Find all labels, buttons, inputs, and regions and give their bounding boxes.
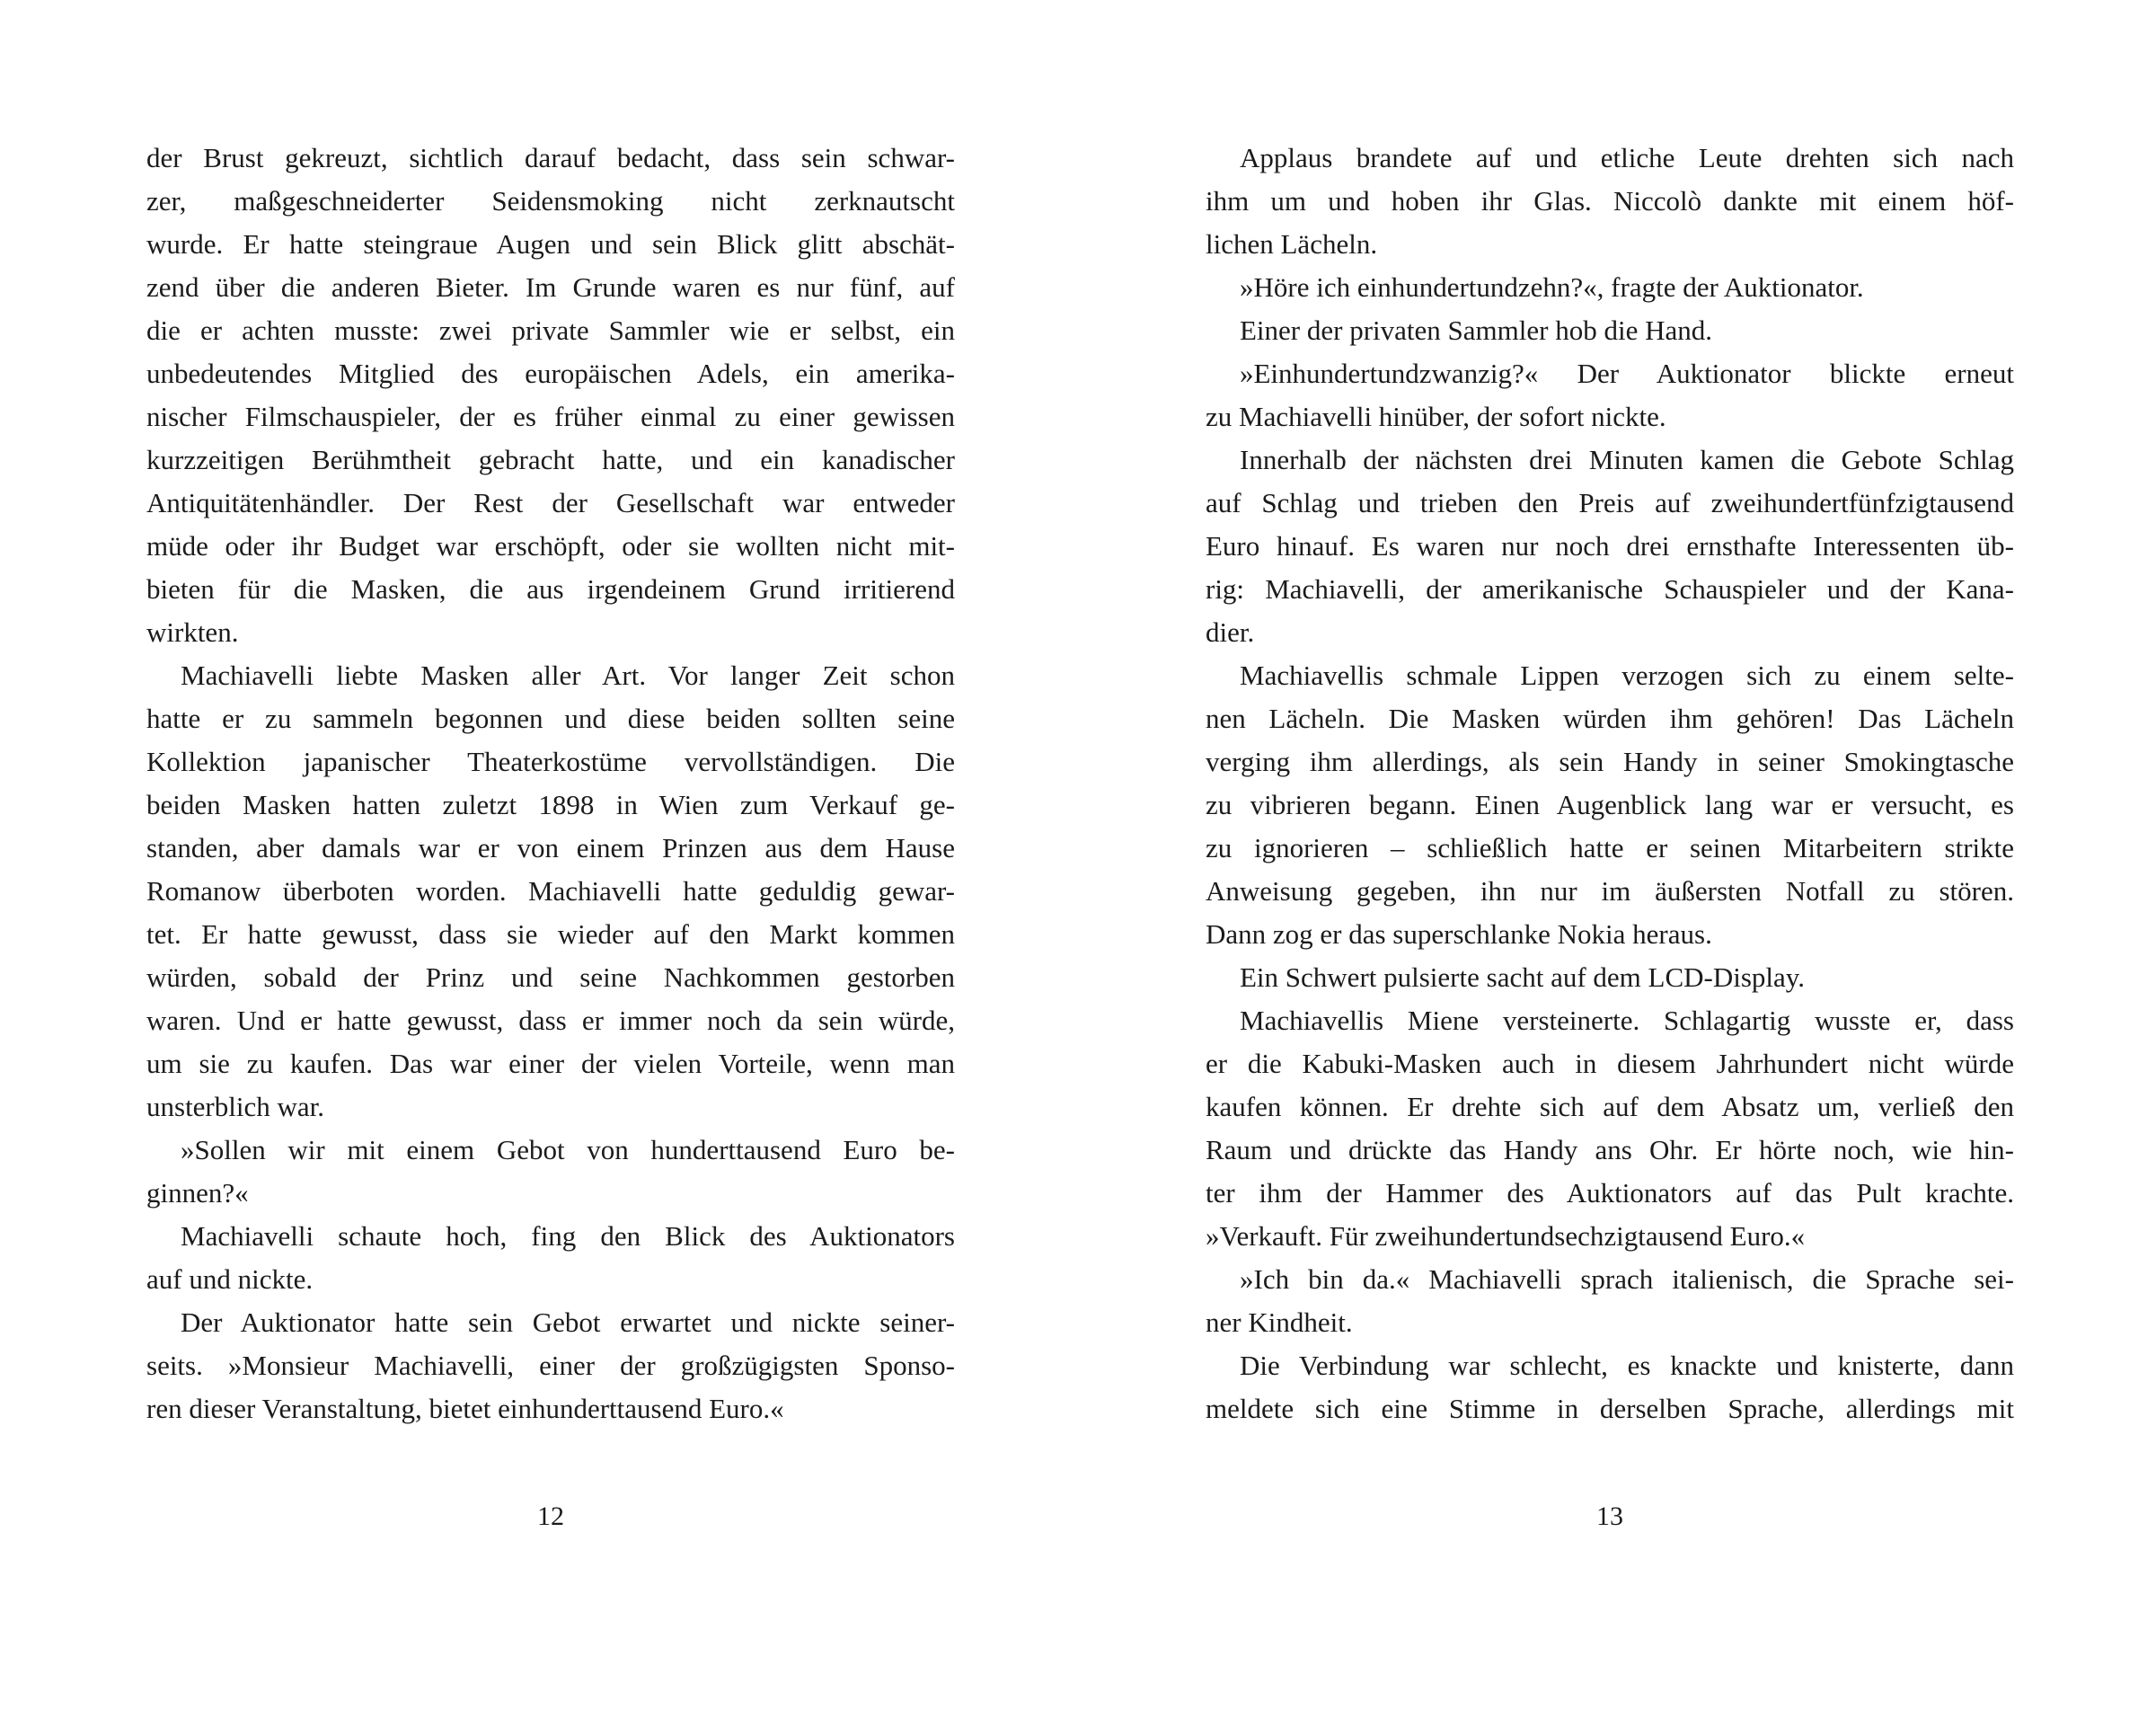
page-number-right: 13: [1596, 1501, 1623, 1531]
text-line: er die Kabuki-Masken auch in diesem Jahrhundert nicht würde: [1206, 1048, 2014, 1079]
text-line: lichen Lächeln.: [1206, 228, 1378, 260]
text-line: der Brust gekreuzt, sichtlich darauf bedacht, dass sein schwar-: [146, 142, 955, 173]
page-number-left: 12: [537, 1501, 564, 1531]
text-line: ter ihm der Hammer des Auktionators auf das Pult krachte.: [1206, 1177, 2014, 1209]
text-line: um sie zu kaufen. Das war einer der vielen Vorteile, wenn man: [146, 1048, 955, 1079]
text-line: rig: Machiavelli, der amerikanische Schauspieler und der Kana-: [1206, 573, 2014, 605]
text-line: kaufen können. Er drehte sich auf dem Absatz um, verließ den: [1206, 1091, 2014, 1122]
text-line: tet. Er hatte gewusst, dass sie wieder auf den Markt kommen: [146, 918, 955, 950]
text-line: zu ignorieren – schließlich hatte er seinen Mitarbeitern strikte: [1206, 832, 2014, 863]
text-line: nen Lächeln. Die Masken würden ihm gehören! Das Lächeln: [1206, 703, 2014, 734]
text-line: Anweisung gegeben, ihn nur im äußersten Notfall zu stören.: [1206, 875, 2014, 907]
text-line: Applaus brandete auf und etliche Leute drehten sich nach: [1240, 142, 2014, 173]
text-line: »Verkauft. Für zweihundertundsechzigtausend Euro.«: [1206, 1220, 1806, 1252]
text-line: »Höre ich einhundertundzehn?«, fragte der Auktionator.: [1240, 271, 1864, 303]
text-line: Kollektion japanischer Theaterkostüme vervollständigen. Die: [146, 746, 955, 777]
text-line: »Sollen wir mit einem Gebot von hunderttausend Euro be-: [181, 1134, 955, 1165]
text-line: »Einhundertundzwanzig?« Der Auktionator blickte erneut: [1240, 358, 2014, 389]
text-line: ren dieser Veranstaltung, bietet einhunderttausend Euro.«: [146, 1393, 784, 1424]
text-line: Euro hinauf. Es waren nur noch drei ernsthafte Interessenten üb-: [1206, 530, 2014, 562]
text-line: zu Machiavelli hinüber, der sofort nickte.: [1206, 401, 1666, 432]
text-line: Machiavelli liebte Masken aller Art. Vor langer Zeit schon: [181, 660, 955, 691]
text-line: Machiavellis Miene versteinerte. Schlagartig wusste er, dass: [1240, 1005, 2014, 1036]
text-line: ner Kindheit.: [1206, 1306, 1353, 1338]
text-line: beiden Masken hatten zuletzt 1898 in Wien zum Verkauf ge-: [146, 789, 955, 820]
text-line: Ein Schwert pulsierte sacht auf dem LCD-Display.: [1240, 961, 1806, 993]
text-line: nischer Filmschauspieler, der es früher einmal zu einer gewissen: [146, 401, 955, 432]
text-line: auf und nickte.: [146, 1263, 314, 1295]
text-line: Dann zog er das superschlanke Nokia heraus.: [1206, 918, 1712, 950]
text-line: standen, aber damals war er von einem Prinzen aus dem Hause: [146, 832, 955, 863]
text-line: Einer der privaten Sammler hob die Hand.: [1240, 314, 1712, 346]
text-line: Der Auktionator hatte sein Gebot erwartet und nickte seiner-: [181, 1306, 955, 1338]
text-line: zend über die anderen Bieter. Im Grunde waren es nur fünf, auf: [146, 271, 955, 303]
text-line: zu vibrieren begann. Einen Augenblick lang war er versucht, es: [1206, 789, 2014, 820]
text-line: Antiquitätenhändler. Der Rest der Gesellschaft war entweder: [146, 487, 955, 518]
text-line: würden, sobald der Prinz und seine Nachkommen gestorben: [146, 961, 955, 993]
text-line: zer, maßgeschneiderter Seidensmoking nicht zerknautscht: [146, 185, 955, 217]
page-left-text-block: [146, 137, 955, 1430]
text-line: die er achten musste: zwei private Sammler wie er selbst, ein: [146, 314, 955, 346]
text-line: Die Verbindung war schlecht, es knackte und knisterte, dann: [1240, 1350, 2014, 1381]
text-line: Raum und drückte das Handy ans Ohr. Er hörte noch, wie hin-: [1206, 1134, 2014, 1165]
text-line: ihm um und hoben ihr Glas. Niccolò dankte mit einem höf-: [1206, 185, 2014, 217]
text-line: verging ihm allerdings, als sein Handy in seiner Smokingtasche: [1206, 746, 2014, 777]
text-line: meldete sich eine Stimme in derselben Sprache, allerdings mit: [1206, 1393, 2014, 1424]
text-line: »Ich bin da.« Machiavelli sprach italienisch, die Sprache sei-: [1240, 1263, 2014, 1295]
text-line: müde oder ihr Budget war erschöpft, oder sie wollten nicht mit-: [146, 530, 955, 562]
text-line: dier.: [1206, 616, 1255, 648]
text-line: Machiavellis schmale Lippen verzogen sich zu einem selte-: [1240, 660, 2014, 691]
text-line: Innerhalb der nächsten drei Minuten kamen die Gebote Schlag: [1240, 444, 2014, 475]
page-right-text-block: [1206, 137, 2014, 1430]
text-line: kurzzeitigen Berühmtheit gebracht hatte, und ein kanadischer: [146, 444, 955, 475]
text-line: auf Schlag und trieben den Preis auf zweihundertfünfzigtausend: [1206, 487, 2014, 518]
text-line: wurde. Er hatte steingraue Augen und sein Blick glitt abschät-: [146, 228, 955, 260]
text-line: Machiavelli schaute hoch, fing den Blick des Auktionators: [181, 1220, 955, 1252]
text-line: waren. Und er hatte gewusst, dass er immer noch da sein würde,: [146, 1005, 955, 1036]
text-line: hatte er zu sammeln begonnen und diese beiden sollten seine: [146, 703, 955, 734]
text-line: unbedeutendes Mitglied des europäischen Adels, ein amerika-: [146, 358, 955, 389]
text-line: bieten für die Masken, die aus irgendeinem Grund irritierend: [146, 573, 955, 605]
text-line: wirkten.: [146, 616, 239, 648]
text-line: seits. »Monsieur Machiavelli, einer der großzügigsten Sponso-: [146, 1350, 955, 1381]
text-line: ginnen?«: [146, 1177, 249, 1209]
text-line: Romanow überboten worden. Machiavelli hatte geduldig gewar-: [146, 875, 955, 907]
text-line: unsterblich war.: [146, 1091, 325, 1122]
